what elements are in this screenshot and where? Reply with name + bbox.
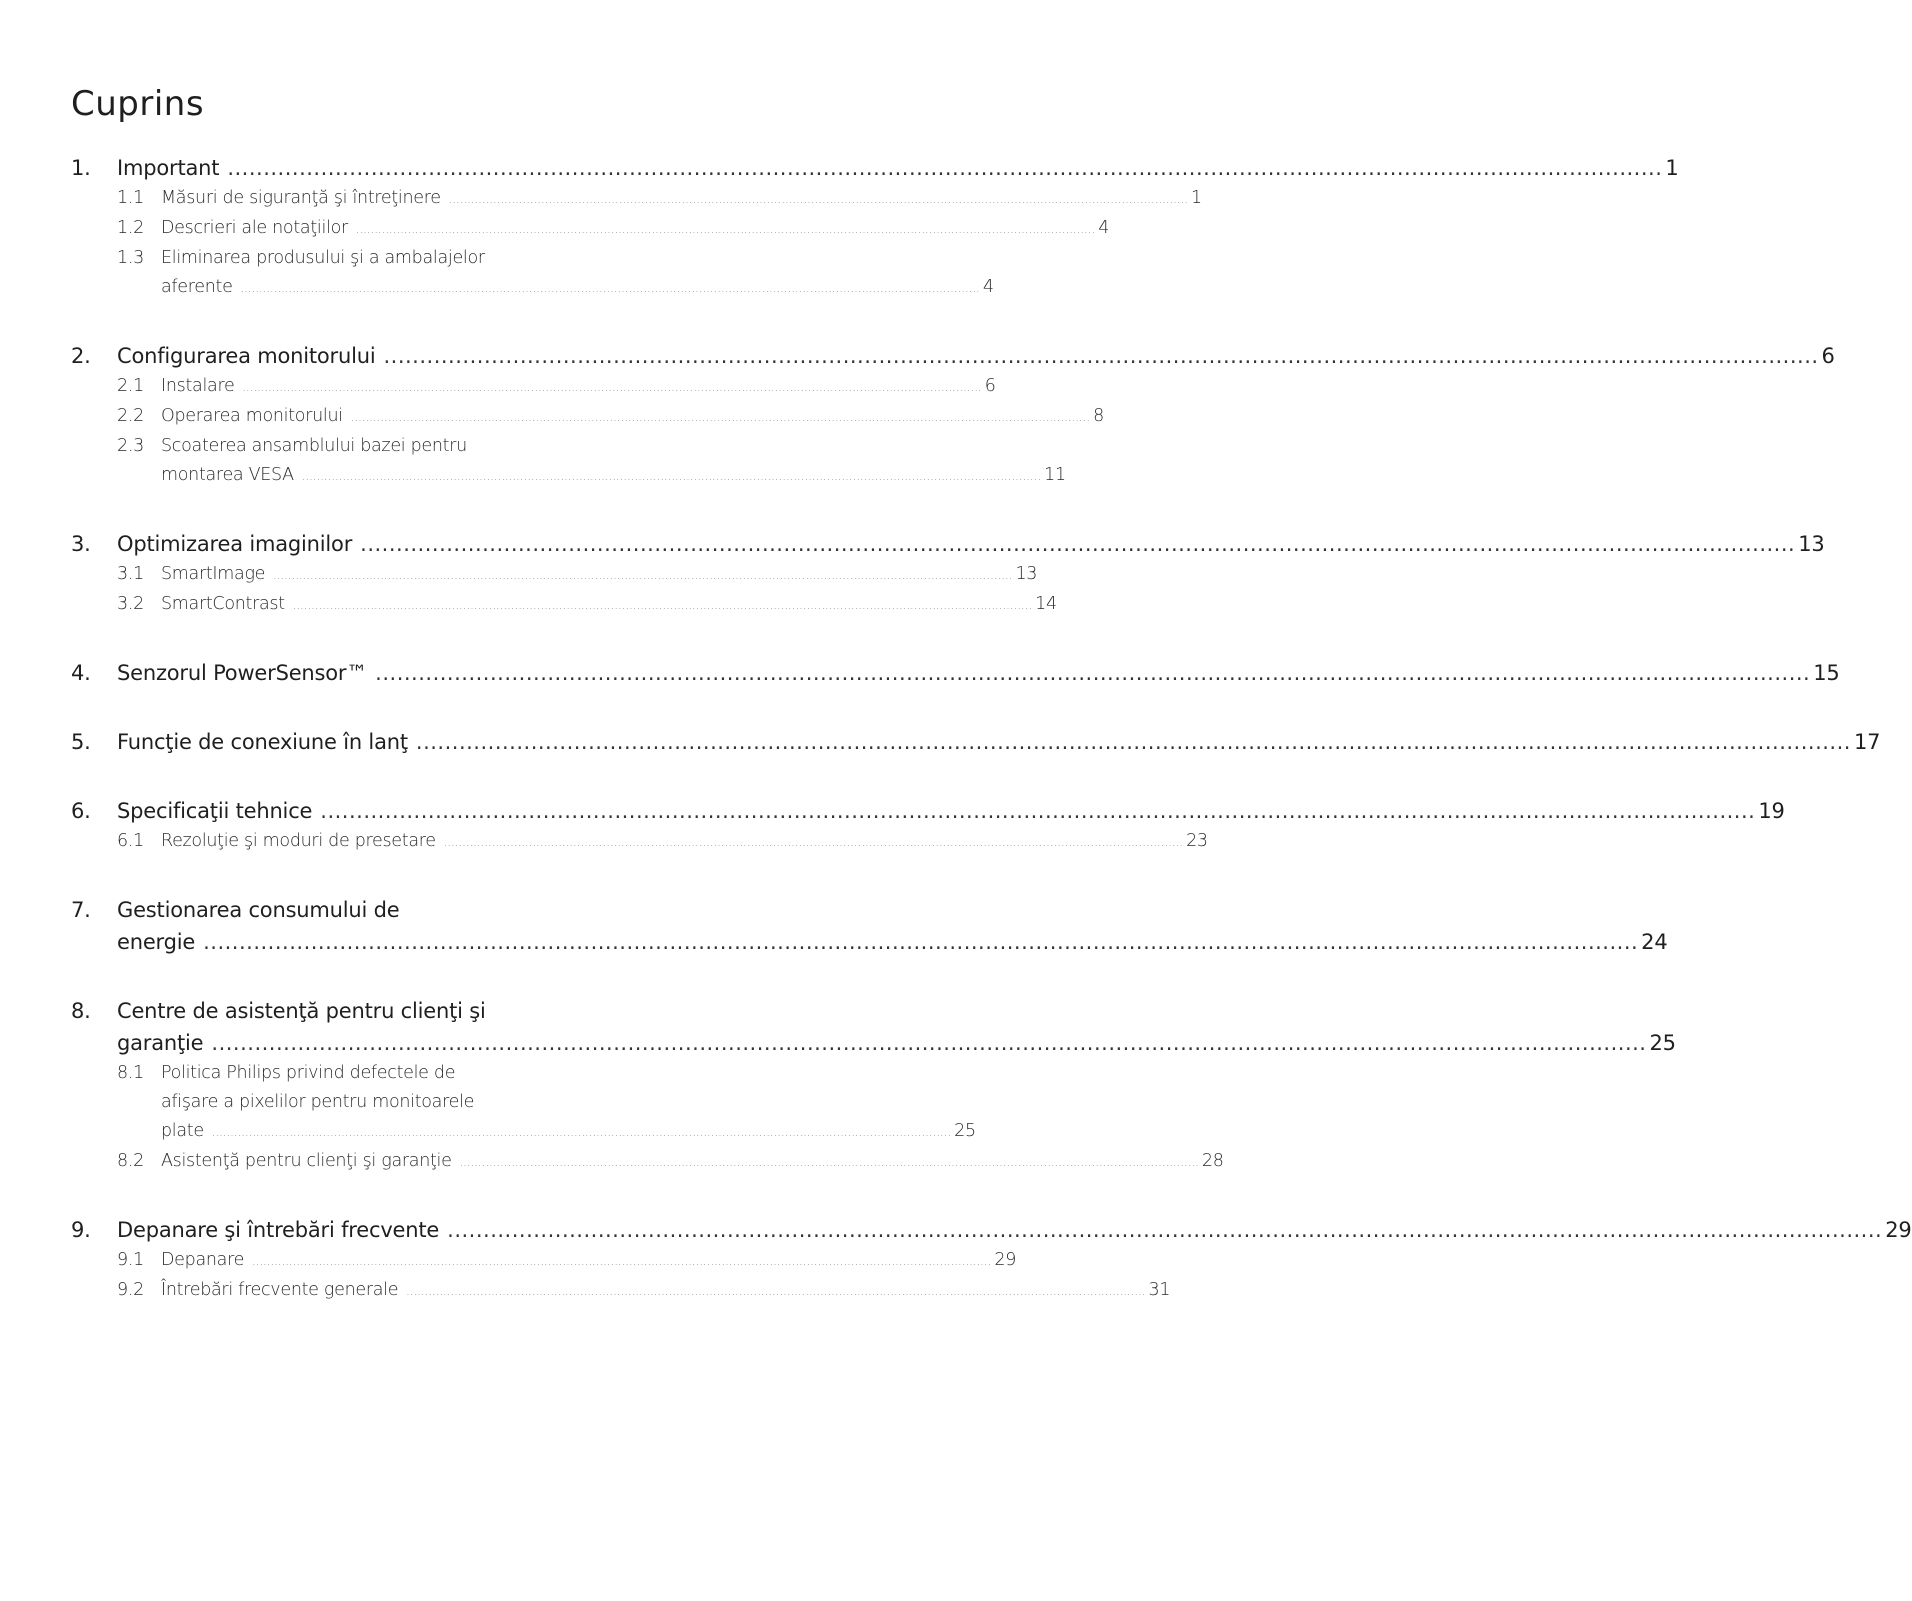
entry-number: 2.2	[117, 406, 144, 426]
toc-page	[71, 82, 1912, 1343]
entry-leader-line	[161, 461, 1066, 491]
toc-subsection-entry[interactable]	[71, 402, 1104, 432]
entry-title-line: Gestionarea consumului de	[117, 898, 400, 922]
entry-title-line: Optimizarea imaginilor	[117, 532, 353, 556]
toc-section-entry[interactable]	[71, 995, 1676, 1059]
page-number: 17	[1853, 730, 1881, 754]
dot-leader: ........................................................................................................................................................................................................	[350, 411, 1091, 424]
toc-subsection-entry[interactable]	[71, 1246, 1017, 1276]
entry-leader-line	[117, 1027, 1676, 1059]
entry-leader-line	[161, 1246, 1017, 1276]
entry-number: 7.	[71, 898, 91, 922]
entry-leader-line	[117, 926, 1668, 958]
entry-title-line: plate	[161, 1121, 204, 1141]
page-number: 29	[994, 1250, 1017, 1270]
entry-title-line: Măsuri de siguranţă şi întreţinere	[161, 188, 441, 208]
page-title: Cuprins	[71, 84, 205, 124]
entry-leader-line	[161, 214, 1110, 244]
toc-subsection-entry[interactable]	[71, 827, 1208, 857]
entry-leader-line	[117, 726, 1881, 758]
toc-section	[71, 894, 1668, 958]
dot-leader: ........................................................................................................................................................................................................	[240, 282, 980, 295]
dot-leader: ........................................................................................................................................................................................................	[447, 1218, 1883, 1242]
entry-title-line: aferente	[161, 277, 233, 297]
toc-section	[71, 528, 1825, 620]
dot-leader: ........................................................................................................................................................................................................	[448, 193, 1189, 206]
entry-title-line: Senzorul PowerSensor™	[117, 661, 368, 685]
dot-leader: ........................................................................................................................................................................................................	[203, 930, 1639, 954]
toc-section	[71, 340, 1835, 491]
entry-number: 1.	[71, 156, 91, 180]
entry-title-line: Funcţie de conexiune în lanţ	[117, 730, 408, 754]
dot-leader: ........................................................................................................................................................................................................	[406, 1285, 1146, 1298]
entry-title-line: Operarea monitorului	[161, 406, 343, 426]
entry-number: 3.	[71, 532, 91, 556]
toc-subsection-entry[interactable]	[71, 1059, 976, 1147]
entry-title-line: Rezoluţie şi moduri de presetare	[161, 831, 436, 851]
page-number: 23	[1186, 831, 1208, 851]
page-number: 13	[1798, 532, 1825, 556]
dot-leader: ........................................................................................................................................................................................................	[320, 799, 1756, 823]
entry-number: 8.1	[117, 1063, 144, 1083]
entry-title-line: Descrieri ale notaţiilor	[161, 218, 348, 238]
toc-section-entry[interactable]	[71, 152, 1679, 184]
entry-number: 2.3	[117, 436, 144, 456]
page-number: 15	[1813, 661, 1840, 685]
entry-leader-line	[117, 657, 1840, 689]
toc-subsection-entry[interactable]	[71, 1147, 1224, 1177]
entry-title-line: Depanare şi întrebări frecvente	[117, 1218, 440, 1242]
dot-leader: ........................................................................................................................................................................................................	[273, 569, 1013, 582]
toc-section-entry[interactable]	[71, 894, 1668, 958]
page-number: 4	[982, 277, 994, 297]
entry-title-line: SmartContrast	[161, 594, 285, 614]
toc-subsection-entry[interactable]	[71, 1276, 1171, 1306]
page-number: 31	[1148, 1280, 1171, 1300]
page-number: 4	[1098, 218, 1110, 238]
entry-leader-line	[117, 1214, 1912, 1246]
toc-subsection-entry[interactable]	[71, 244, 994, 303]
dot-leader: ........................................................................................................................................................................................................	[211, 1126, 952, 1139]
entry-leader-line	[161, 1147, 1224, 1177]
toc-subsection-entry[interactable]	[71, 432, 1066, 491]
entry-number: 1.2	[117, 218, 144, 238]
entry-title-line: Întrebări frecvente generale	[161, 1280, 399, 1300]
entry-title-line: Politica Philips privind defectele de	[161, 1063, 456, 1083]
entry-leader-line	[161, 273, 994, 303]
entry-number: 8.	[71, 999, 91, 1023]
entry-leader-line	[161, 827, 1208, 857]
entry-title-line: Centre de asistenţă pentru clienţi şi	[117, 999, 486, 1023]
toc-section-entry[interactable]	[71, 795, 1785, 827]
entry-leader-line	[117, 152, 1679, 184]
toc-section-entry[interactable]	[71, 340, 1835, 372]
toc-section	[71, 152, 1679, 303]
entry-title-line: Asistenţă pentru clienţi şi garanţie	[161, 1151, 452, 1171]
toc-subsection-entry[interactable]	[71, 590, 1057, 620]
page-number: 14	[1035, 594, 1057, 614]
page-number: 25	[954, 1121, 976, 1141]
entry-number: 3.2	[117, 594, 144, 614]
entry-number: 2.1	[117, 376, 144, 396]
page-number: 1	[1191, 188, 1202, 208]
entry-title-line: SmartImage	[161, 564, 266, 584]
page-number: 1	[1665, 156, 1679, 180]
page-number: 6	[1821, 344, 1835, 368]
page-number: 8	[1093, 406, 1104, 426]
entry-title-line: energie	[117, 930, 196, 954]
entry-title-line: Depanare	[161, 1250, 245, 1270]
entry-leader-line	[117, 795, 1785, 827]
entry-title-line: Specificaţii tehnice	[117, 799, 313, 823]
entry-title-line: Eliminarea produsului şi a ambalajelor	[161, 248, 485, 268]
page-number: 11	[1044, 465, 1066, 485]
page-number: 13	[1015, 564, 1038, 584]
toc-section	[71, 726, 1881, 758]
toc-subsection-entry[interactable]	[71, 214, 1110, 244]
table-of-contents	[71, 152, 1912, 1306]
dot-leader: ........................................................................................................................................................................................................	[242, 381, 982, 394]
dot-leader: ........................................................................................................................................................................................................	[252, 1255, 992, 1268]
entry-number: 8.2	[117, 1151, 144, 1171]
toc-section-entry[interactable]	[71, 1214, 1912, 1246]
entry-title-line: Configurarea monitorului	[117, 344, 376, 368]
dot-leader: ........................................................................................................................................................................................................	[227, 156, 1663, 180]
page-number: 24	[1641, 930, 1668, 954]
page-number: 25	[1649, 1031, 1676, 1055]
entry-number: 9.	[71, 1218, 91, 1242]
toc-section	[71, 795, 1785, 857]
entry-title-line: afişare a pixelilor pentru monitoarele	[161, 1092, 475, 1112]
toc-section	[71, 995, 1676, 1177]
toc-section-entry[interactable]	[71, 726, 1881, 758]
page-number: 19	[1758, 799, 1785, 823]
entry-number: 9.1	[117, 1250, 144, 1270]
dot-leader: ........................................................................................................................................................................................................	[355, 223, 1096, 236]
entry-number: 1.3	[117, 248, 144, 268]
entry-leader-line	[117, 340, 1835, 372]
page-number: 29	[1885, 1218, 1912, 1242]
entry-number: 4.	[71, 661, 91, 685]
entry-number: 2.	[71, 344, 91, 368]
entry-leader-line	[161, 184, 1202, 214]
entry-leader-line	[161, 590, 1057, 620]
entry-number: 1.1	[117, 188, 144, 208]
toc-section-entry[interactable]	[71, 528, 1825, 560]
toc-subsection-entry[interactable]	[71, 560, 1038, 590]
dot-leader: ........................................................................................................................................................................................................	[443, 836, 1184, 849]
toc-section	[71, 657, 1840, 689]
page-number: 28	[1201, 1151, 1224, 1171]
dot-leader: ........................................................................................................................................................................................................	[375, 661, 1811, 685]
entry-number: 6.	[71, 799, 91, 823]
entry-number: 9.2	[117, 1280, 144, 1300]
dot-leader: ........................................................................................................................................................................................................	[383, 344, 1819, 368]
toc-section-entry[interactable]	[71, 657, 1840, 689]
dot-leader: ........................................................................................................................................................................................................	[360, 532, 1796, 556]
dot-leader: ........................................................................................................................................................................................................	[415, 730, 1851, 754]
entry-title-line: montarea VESA	[161, 465, 294, 485]
dot-leader: ........................................................................................................................................................................................................	[301, 470, 1042, 483]
entry-leader-line	[161, 1276, 1171, 1306]
entry-number: 3.1	[117, 564, 144, 584]
dot-leader: ........................................................................................................................................................................................................	[211, 1031, 1647, 1055]
entry-leader-line	[161, 560, 1038, 590]
dot-leader: ........................................................................................................................................................................................................	[292, 599, 1033, 612]
page-number: 6	[984, 376, 996, 396]
entry-leader-line	[117, 528, 1825, 560]
entry-leader-line	[161, 1117, 976, 1147]
entry-title-line: Scoaterea ansamblului bazei pentru	[161, 436, 467, 456]
entry-number: 6.1	[117, 831, 144, 851]
toc-section	[71, 1214, 1912, 1306]
toc-subsection-entry[interactable]	[71, 184, 1202, 214]
toc-subsection-entry[interactable]	[71, 372, 996, 402]
dot-leader: ........................................................................................................................................................................................................	[459, 1156, 1199, 1169]
entry-title-line: garanţie	[117, 1031, 204, 1055]
entry-number: 5.	[71, 730, 91, 754]
entry-title-line: Important	[117, 156, 220, 180]
entry-leader-line	[161, 372, 996, 402]
entry-title-line: Instalare	[161, 376, 235, 396]
entry-leader-line	[161, 402, 1104, 432]
